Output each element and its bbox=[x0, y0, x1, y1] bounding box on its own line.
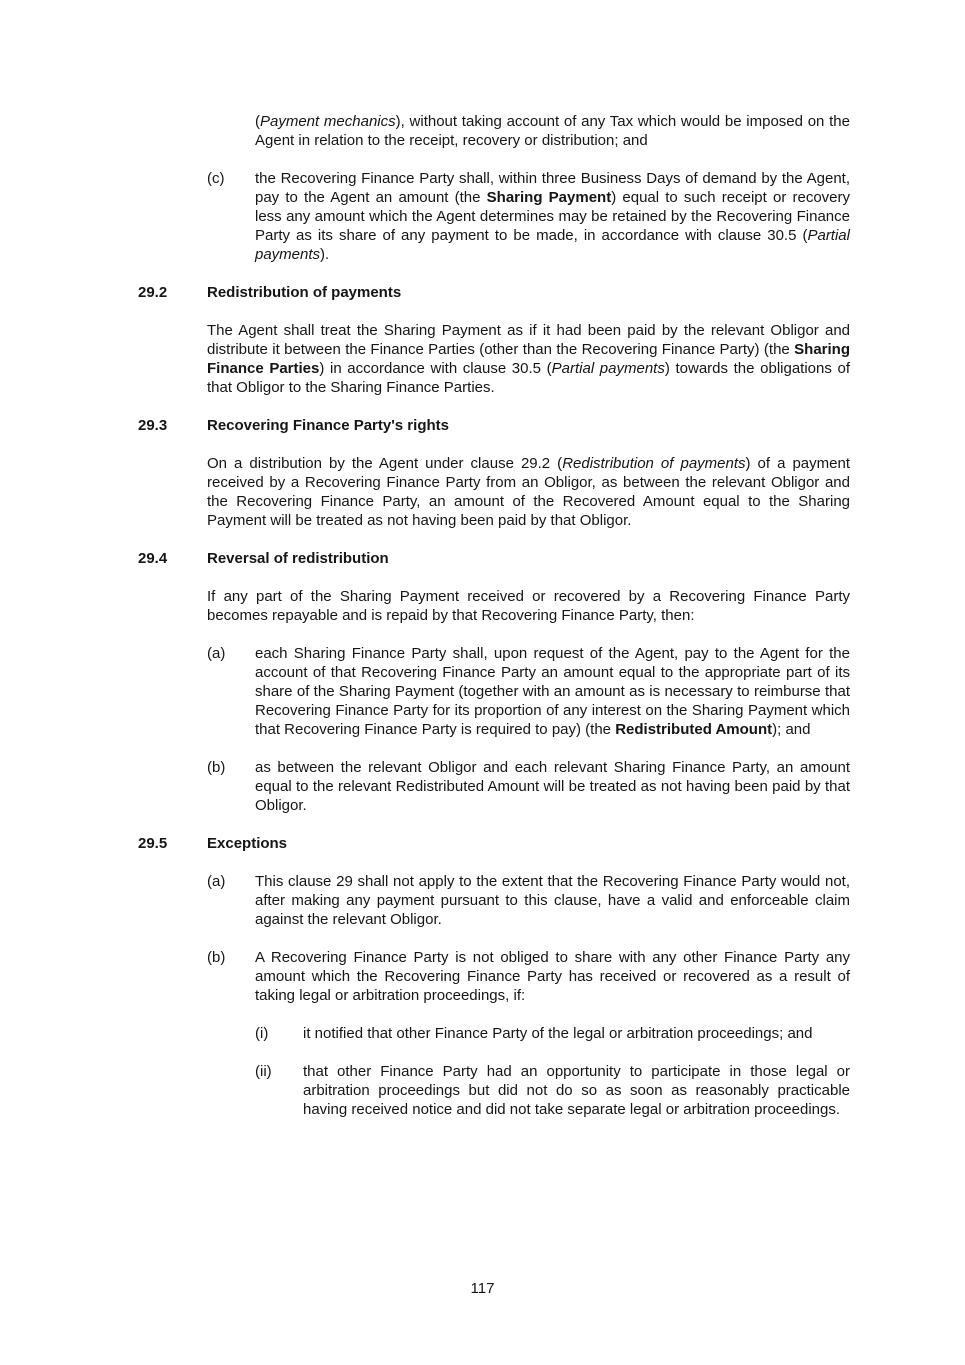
list-item-29-5-b bbox=[207, 948, 850, 1138]
section-29-3-heading: Recovering Finance Party's rights bbox=[207, 417, 449, 434]
list-marker-c: (c) bbox=[207, 170, 225, 187]
list-marker-a: (a) bbox=[207, 873, 226, 890]
list-item-29-4-b-text: as between the relevant Obligor and each relevant Sharing Finance Party, an amount equal to the relevant Redistributed Amount will be treated as not having been paid by that Obligor. bbox=[255, 759, 850, 814]
section-29-3-number: 29.3 bbox=[138, 417, 168, 434]
list-item-29-5-a-text: This clause 29 shall not apply to the extent that the Recovering Finance Party would not, after making any payment pursuant to this clause, have a valid and enforceable claim against the relevant Obligor. bbox=[255, 873, 850, 928]
list-marker-b: (b) bbox=[207, 949, 226, 966]
list-item-29-4-a-text: each Sharing Finance Party shall, upon request of the Agent, pay to the Agent for the account of that Recovering Finance Party an amount equal to the appropriate part of its share of the Sharing Payment (together with an amount as is necessary to reimburse that Recovering Finance Party for its proportion of any interest on the Sharing Payment which that Recovering Finance Party is required to pay) (the Redistributed Amount); and bbox=[255, 645, 850, 738]
list-marker-b: (b) bbox=[207, 759, 226, 776]
list-item-c bbox=[207, 169, 850, 264]
list-item-29-5-a bbox=[207, 872, 850, 929]
list-item-29-4-b bbox=[207, 758, 850, 815]
list-item-29-5-b-text: A Recovering Finance Party is not obliged to share with any other Finance Party any amount which the Recovering Finance Party has received or recovered as a result of taking legal or arbitration proceedings, if: bbox=[255, 949, 850, 1004]
list-item-29-5-b-ii bbox=[255, 1062, 850, 1119]
list-item-29-5-b-ii-text: that other Finance Party had an opportunity to participate in those legal or arbitration proceedings but did not do so as soon as reasonably practicable having received notice and did not take separate legal or arbitration proceedings. bbox=[303, 1063, 850, 1118]
list-marker-i: (i) bbox=[255, 1025, 269, 1042]
section-29-4 bbox=[138, 549, 850, 834]
section-29-2 bbox=[138, 283, 850, 416]
section-29-2-number: 29.2 bbox=[138, 284, 168, 301]
section-29-4-number: 29.4 bbox=[138, 550, 168, 567]
list-item-29-5-b-i bbox=[255, 1024, 850, 1043]
section-29-5-heading: Exceptions bbox=[207, 835, 288, 852]
clause-29-1-tail bbox=[138, 112, 850, 283]
list-item-29-5-b-i-text: it notified that other Finance Party of the legal or arbitration proceedings; and bbox=[303, 1025, 813, 1042]
section-29-3 bbox=[138, 416, 850, 549]
section-29-2-paragraph: The Agent shall treat the Sharing Payment as if it had been paid by the relevant Obligor and distribute it between the Finance Parties (other than the Recovering Finance Party) (the Sharing Finance Parties) in accordance with clause 30.5 (Partial payments) towards the obligations of that Obligor to the Sharing Finance Parties. bbox=[207, 322, 850, 396]
section-29-4-intro: If any part of the Sharing Payment received or recovered by a Recovering Finance Party becomes repayable and is repaid by that Recovering Finance Party, then: bbox=[207, 588, 850, 624]
page-number: 117 bbox=[470, 1280, 495, 1297]
continuation-paragraph-row bbox=[207, 112, 850, 150]
section-29-5 bbox=[138, 834, 850, 1157]
section-29-4-heading: Reversal of redistribution bbox=[207, 550, 389, 567]
list-marker-a: (a) bbox=[207, 645, 226, 662]
section-29-5-number: 29.5 bbox=[138, 835, 168, 852]
list-item-c-text: the Recovering Finance Party shall, within three Business Days of demand by the Agent, pay to the Agent an amount (the Sharing Payment) equal to such receipt or recovery less any amount which the Agent determines may be retained by the Recovering Finance Party as its share of any payment to be made, in accordance with clause 30.5 (Partial payments). bbox=[255, 170, 850, 263]
paragraph-payment-mechanics: (Payment mechanics), without taking account of any Tax which would be imposed on the Agent in relation to the receipt, recovery or distribution; and bbox=[255, 113, 850, 149]
section-29-2-heading: Redistribution of payments bbox=[207, 284, 402, 301]
list-item-29-4-a bbox=[207, 644, 850, 739]
section-29-3-paragraph: On a distribution by the Agent under clause 29.2 (Redistribution of payments) of a payment received by a Recovering Finance Party from an Obligor, as between the relevant Obligor and the Recovering Finance Party, an amount of the Recovered Amount equal to the Sharing Payment will be treated as not having been paid by that Obligor. bbox=[207, 455, 850, 529]
list-marker-ii: (ii) bbox=[255, 1063, 272, 1080]
